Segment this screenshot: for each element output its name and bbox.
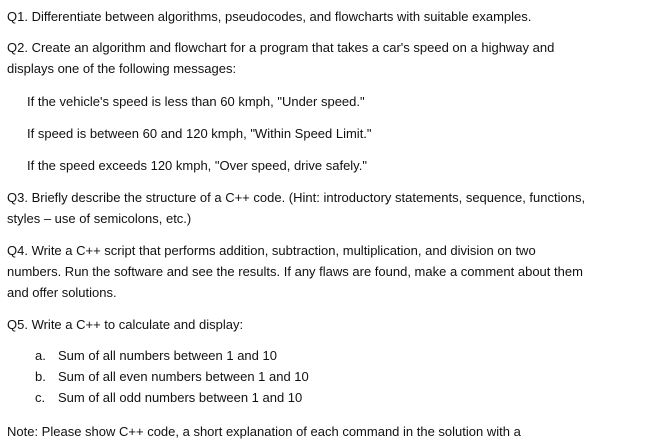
question-5-intro: Q5. Write a C++ to calculate and display:	[7, 317, 244, 332]
note: Note: Please show C++ code, a short explanation of each command in the solution with a	[7, 424, 521, 439]
list-item-marker: c.	[35, 390, 46, 405]
question-4-line-1: Q4. Write a C++ script that performs addition, subtraction, multiplication, and division on two	[7, 243, 536, 258]
question-4-line-3: and offer solutions.	[7, 285, 117, 300]
list-item: Sum of all even numbers between 1 and 10	[58, 369, 309, 384]
question-2-line-2: displays one of the following messages:	[7, 61, 237, 76]
question-3-line-1: Q3. Briefly describe the structure of a C++ code. (Hint: introductory statements, sequence, functions,	[7, 190, 586, 205]
list-item: Sum of all odd numbers between 1 and 10	[58, 390, 303, 405]
question-1: Q1. Differentiate between algorithms, pseudocodes, and flowcharts with suitable examples.	[7, 9, 532, 24]
list-item-marker: b.	[35, 369, 46, 384]
list-item: Sum of all numbers between 1 and 10	[58, 348, 277, 363]
question-4-line-2: numbers. Run the software and see the results. If any flaws are found, make a comment about them	[7, 264, 583, 279]
list-item-marker: a.	[35, 348, 46, 363]
question-3-line-2: styles – use of semicolons, etc.)	[7, 211, 192, 226]
question-2-message-within-limit: If speed is between 60 and 120 kmph, "Within Speed Limit."	[27, 126, 372, 141]
question-2-message-under-speed: If the vehicle's speed is less than 60 kmph, "Under speed."	[27, 94, 365, 109]
question-2-line-1: Q2. Create an algorithm and flowchart for a program that takes a car's speed on a highway and	[7, 40, 555, 55]
question-2-message-over-speed: If the speed exceeds 120 kmph, "Over speed, drive safely."	[27, 158, 367, 173]
